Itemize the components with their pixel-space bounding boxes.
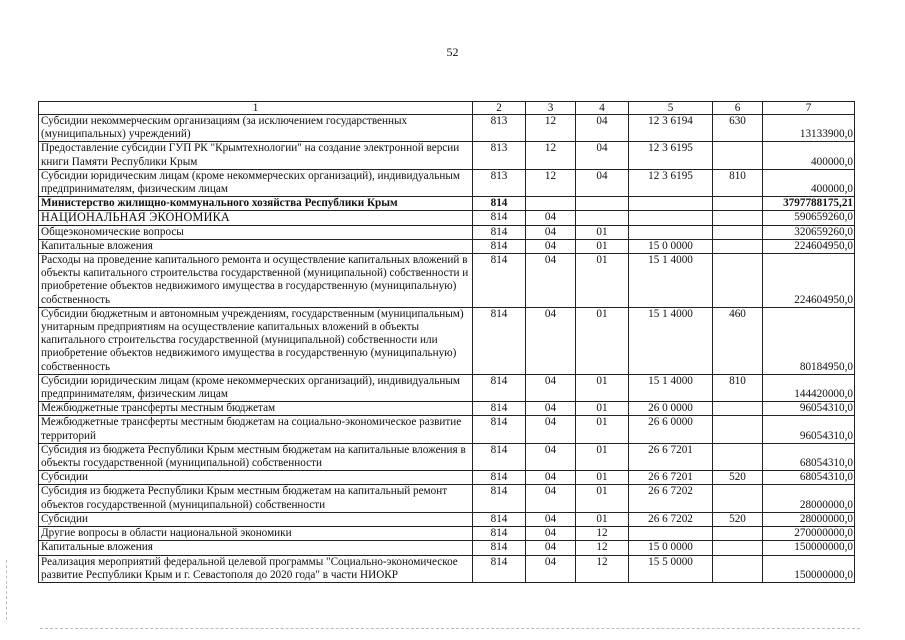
target-article-cell: 15 1 4000 [629,254,713,308]
subsection-code-cell: 12 [576,555,629,582]
table-row [39,307,855,374]
table-row [39,402,855,416]
amount-cell: 68054310,0 [763,443,855,470]
table-row [39,142,855,169]
expense-type-cell: 810 [713,374,763,401]
ministry-code-cell: 814 [473,555,526,582]
row-name-cell: Другие вопросы в области национальной экономики [39,527,473,541]
expense-type-cell: 810 [713,169,763,196]
table-row [39,225,855,239]
amount-cell: 80184950,0 [763,307,855,374]
expense-type-cell [713,239,763,253]
target-article-cell [629,225,713,239]
row-name-cell: Общеэкономические вопросы [39,225,473,239]
ministry-code-cell: 814 [473,307,526,374]
row-name-cell: Капитальные вложения [39,239,473,253]
amount-cell: 224604950,0 [763,239,855,253]
subsection-code-cell: 01 [576,307,629,374]
page-number: 52 [446,45,459,59]
amount-cell: 144420000,0 [763,374,855,401]
target-article-cell: 15 1 4000 [629,374,713,401]
table-row [39,527,855,541]
expense-type-cell [713,197,763,211]
ministry-code-cell: 814 [473,402,526,416]
subsection-code-cell [576,197,629,211]
ministry-code-cell: 814 [473,485,526,512]
subsection-code-cell: 01 [576,374,629,401]
table-row [39,555,855,582]
subsection-code-cell: 04 [576,169,629,196]
table-row [39,374,855,401]
header-cell: 6 [713,102,763,115]
amount-cell: 150000000,0 [763,541,855,555]
subsection-code-cell: 12 [576,541,629,555]
expense-type-cell [713,527,763,541]
row-name-cell: Расходы на проведение капитального ремонта и осуществление капитальных вложений в объекты капитального строительства государственной (муниципальной) собственности и приобретение объектов недвижимого имущества в государственную (муниципальную) собственность [39,254,473,308]
table-row [39,211,855,225]
ministry-code-cell: 814 [473,416,526,443]
table-row [39,254,855,308]
section-code-cell: 04 [526,471,576,485]
header-cell: 1 [39,102,473,115]
header-cell: 2 [473,102,526,115]
subsection-code-cell [576,211,629,225]
section-code-cell: 04 [526,555,576,582]
row-name-cell: Капитальные вложения [39,541,473,555]
ministry-code-cell: 814 [473,374,526,401]
target-article-cell [629,211,713,225]
table-row [39,197,855,211]
expense-type-cell [713,225,763,239]
section-code-cell: 12 [526,142,576,169]
section-code-cell: 04 [526,225,576,239]
subsection-code-cell: 01 [576,254,629,308]
target-article-cell: 26 6 7201 [629,471,713,485]
expense-type-cell: 520 [713,471,763,485]
amount-cell: 28000000,0 [763,512,855,526]
amount-cell: 400000,0 [763,142,855,169]
section-code-cell: 04 [526,307,576,374]
amount-cell: 13133900,0 [763,115,855,142]
row-name-cell: Субсидия из бюджета Республики Крым местным бюджетам на капитальный ремонт объектов государственной (муниципальной) собственности [39,485,473,512]
ministry-code-cell: 813 [473,169,526,196]
expense-type-cell [713,254,763,308]
subsection-code-cell: 01 [576,416,629,443]
section-code-cell: 12 [526,169,576,196]
subsection-code-cell: 01 [576,485,629,512]
ministry-code-cell: 814 [473,527,526,541]
target-article-cell: 12 3 6194 [629,115,713,142]
section-code-cell: 12 [526,115,576,142]
table-row [39,115,855,142]
table-row [39,541,855,555]
subsection-code-cell: 01 [576,443,629,470]
section-code-cell: 04 [526,402,576,416]
table-row [39,471,855,485]
amount-cell: 68054310,0 [763,471,855,485]
target-article-cell [629,527,713,541]
expense-type-cell [713,142,763,169]
table-row [39,512,855,526]
table-row [39,239,855,253]
ministry-code-cell: 814 [473,471,526,485]
row-name-cell: НАЦИОНАЛЬНАЯ ЭКОНОМИКА [39,211,473,225]
expense-type-cell: 520 [713,512,763,526]
scan-artifact-line [6,560,8,620]
ministry-code-cell: 814 [473,541,526,555]
expense-type-cell [713,402,763,416]
target-article-cell: 15 1 4000 [629,307,713,374]
expense-type-cell: 460 [713,307,763,374]
expense-type-cell [713,485,763,512]
ministry-code-cell: 814 [473,512,526,526]
budget-table [38,101,855,583]
amount-cell: 96054310,0 [763,402,855,416]
target-article-cell [629,197,713,211]
target-article-cell: 12 3 6195 [629,142,713,169]
row-name-cell: Межбюджетные трансферты местным бюджетам [39,402,473,416]
section-code-cell: 04 [526,527,576,541]
ministry-code-cell: 814 [473,225,526,239]
ministry-code-cell: 814 [473,239,526,253]
expense-type-cell [713,211,763,225]
expense-type-cell [713,555,763,582]
amount-cell: 3797788175,21 [763,197,855,211]
target-article-cell: 26 6 7202 [629,512,713,526]
amount-cell: 224604950,0 [763,254,855,308]
subsection-code-cell: 04 [576,142,629,169]
row-name-cell: Субсидии некоммерческим организациям (за исключением государственных (муниципальных) учреждений) [39,115,473,142]
target-article-cell: 12 3 6195 [629,169,713,196]
section-code-cell: 04 [526,211,576,225]
target-article-cell: 26 0 0000 [629,402,713,416]
row-name-cell: Предоставление субсидии ГУП РК "Крымтехнологии" на создание электронной версии книги Памяти Республики Крым [39,142,473,169]
ministry-code-cell: 814 [473,443,526,470]
expense-type-cell [713,443,763,470]
target-article-cell: 26 6 7201 [629,443,713,470]
amount-cell: 320659260,0 [763,225,855,239]
amount-cell: 270000000,0 [763,527,855,541]
ministry-code-cell: 813 [473,142,526,169]
table-row [39,169,855,196]
subsection-code-cell: 01 [576,225,629,239]
section-code-cell: 04 [526,374,576,401]
subsection-code-cell: 12 [576,527,629,541]
row-name-cell: Субсидии [39,471,473,485]
ministry-code-cell: 813 [473,115,526,142]
header-cell: 3 [526,102,576,115]
subsection-code-cell: 01 [576,402,629,416]
table-row [39,485,855,512]
section-code-cell [526,197,576,211]
subsection-code-cell: 01 [576,512,629,526]
amount-cell: 96054310,0 [763,416,855,443]
section-code-cell: 04 [526,512,576,526]
amount-cell: 590659260,0 [763,211,855,225]
expense-type-cell: 630 [713,115,763,142]
row-name-cell: Субсидии юридическим лицам (кроме некоммерческих организаций), индивидуальным предпринимателям, физическим лицам [39,169,473,196]
ministry-code-cell: 814 [473,254,526,308]
amount-cell: 400000,0 [763,169,855,196]
header-cell: 5 [629,102,713,115]
scan-artifact-line [40,628,860,630]
row-name-cell: Министерство жилищно-коммунального хозяйства Республики Крым [39,197,473,211]
section-code-cell: 04 [526,416,576,443]
section-code-cell: 04 [526,443,576,470]
row-name-cell: Субсидии [39,512,473,526]
amount-cell: 28000000,0 [763,485,855,512]
subsection-code-cell: 01 [576,239,629,253]
target-article-cell: 26 6 0000 [629,416,713,443]
expense-type-cell [713,541,763,555]
section-code-cell: 04 [526,541,576,555]
section-code-cell: 04 [526,239,576,253]
ministry-code-cell: 814 [473,197,526,211]
ministry-code-cell: 814 [473,211,526,225]
section-code-cell: 04 [526,485,576,512]
expense-type-cell [713,416,763,443]
row-name-cell: Субсидии юридическим лицам (кроме некоммерческих организаций), индивидуальным предпринимателям, физическим лицам [39,374,473,401]
section-code-cell: 04 [526,254,576,308]
row-name-cell: Реализация мероприятий федеральной целевой программы "Социально-экономическое развитие Республики Крым и г. Севастополя до 2020 года" в части НИОКР [39,555,473,582]
amount-cell: 150000000,0 [763,555,855,582]
header-cell: 7 [763,102,855,115]
header-cell: 4 [576,102,629,115]
row-name-cell: Межбюджетные трансферты местным бюджетам на социально-экономическое развитие территорий [39,416,473,443]
target-article-cell: 15 0 0000 [629,541,713,555]
target-article-cell: 15 0 0000 [629,239,713,253]
header-row [39,102,855,115]
subsection-code-cell: 04 [576,115,629,142]
table-row [39,443,855,470]
table-row [39,416,855,443]
target-article-cell: 15 5 0000 [629,555,713,582]
subsection-code-cell: 01 [576,471,629,485]
target-article-cell: 26 6 7202 [629,485,713,512]
row-name-cell: Субсидия из бюджета Республики Крым местным бюджетам на капитальные вложения в объекты государственной (муниципальной) собственности [39,443,473,470]
row-name-cell: Субсидии бюджетным и автономным учреждениям, государственным (муниципальным) унитарным предприятиям на осуществление капитальных вложений в объекты капитального строительства государственной (муниципальной) собственности или приобретение объектов недвижимого имущества в государственную (муниципальную) собственность [39,307,473,374]
